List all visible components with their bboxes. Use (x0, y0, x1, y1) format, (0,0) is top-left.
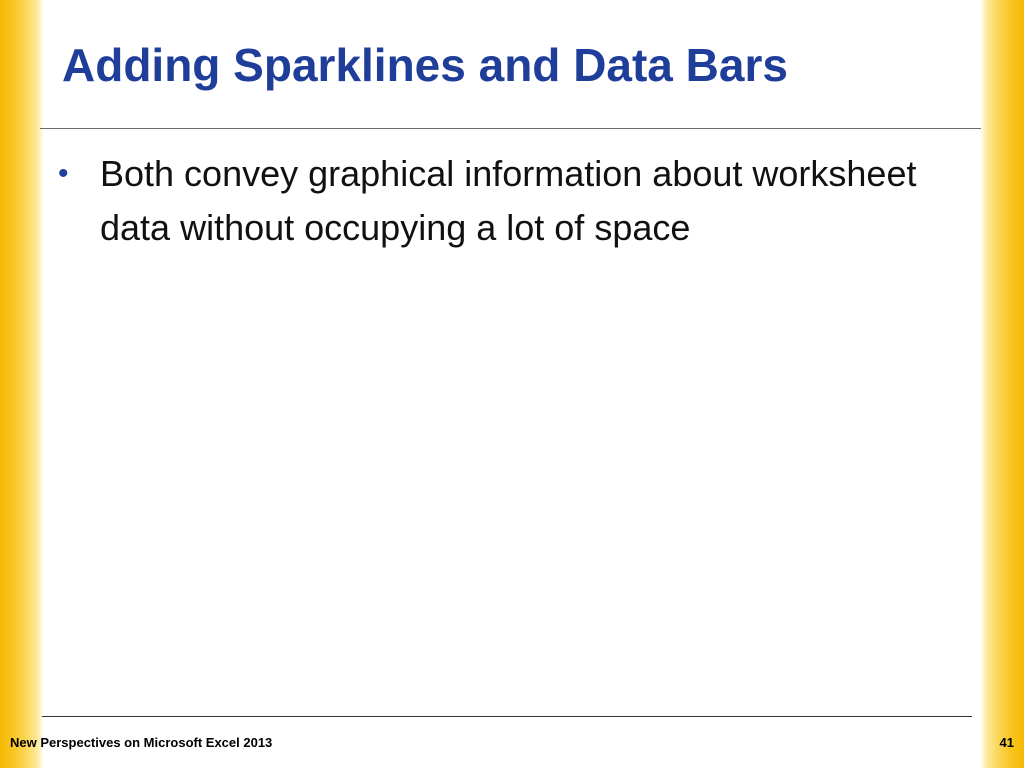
title-divider (40, 128, 981, 129)
bullet-list (58, 147, 918, 255)
right-side-bar (980, 0, 1024, 768)
bullet-item (58, 147, 918, 255)
left-side-bar (0, 0, 44, 768)
page-number: 41 (999, 735, 1014, 750)
footer-text: New Perspectives on Microsoft Excel 2013 (10, 735, 273, 750)
slide-title: Adding Sparklines and Data Bars (62, 39, 788, 91)
footer-divider (42, 716, 972, 717)
bullet-text: Both convey graphical information about worksheet data without occupying a lot of space (100, 153, 917, 248)
bullet-marker: • (58, 157, 69, 190)
